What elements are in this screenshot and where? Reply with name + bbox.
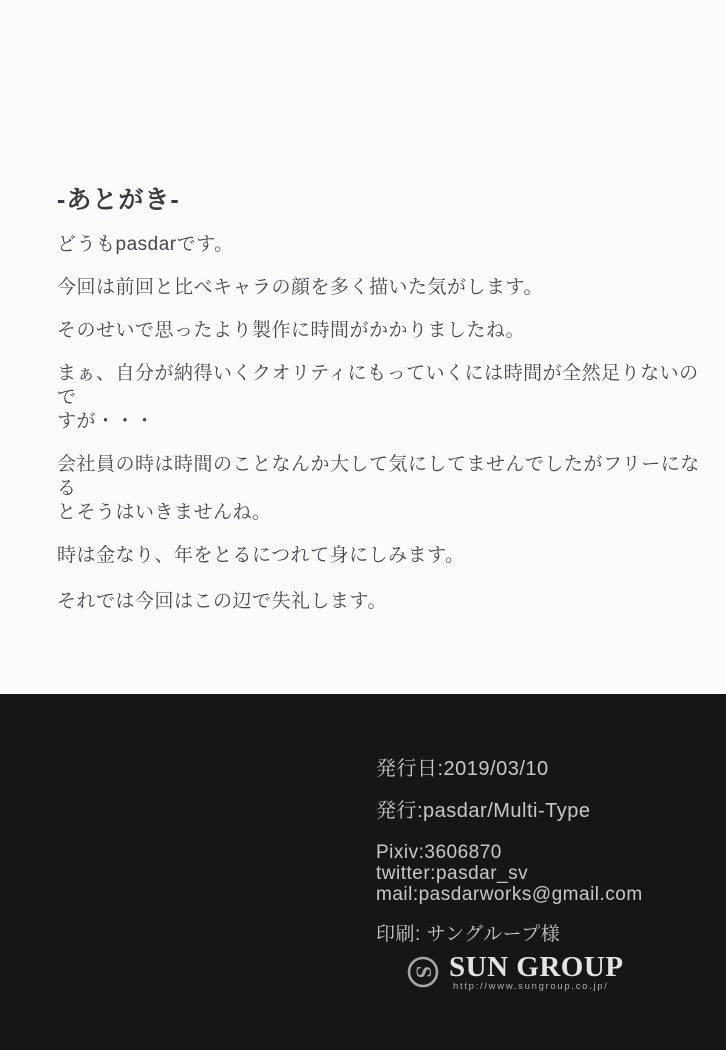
- paragraph-line: とそうはいきませんね。: [57, 502, 272, 523]
- paragraph-line: 時は金なり、年をとるにつれて身にしみます。: [57, 545, 465, 566]
- svg-text:S: S: [411, 965, 437, 979]
- paragraph-line: 今回は前回と比べキャラの顔を多く描いた気がします。: [57, 277, 543, 298]
- publisher: 発行:pasdar/Multi-Type: [376, 800, 591, 822]
- paragraph-line: どうもpasdarです。: [57, 234, 234, 255]
- afterword-paragraph-closing: [57, 590, 707, 614]
- afterword-section: [57, 185, 707, 633]
- sun-group-logo: [406, 952, 623, 992]
- sun-group-name: SUN GROUP: [449, 951, 624, 983]
- afterword-paragraph: [57, 276, 707, 300]
- paragraph-line: 会社員の時は時間のことなんか大して気にしてませんでしたがフリーになる: [57, 454, 700, 499]
- afterword-paragraph: [57, 319, 707, 343]
- mail-address: mail:pasdarworks@gmail.com: [376, 884, 643, 905]
- printer-credit: 印刷: サングループ様: [376, 924, 561, 945]
- publish-date: 発行日:2019/03/10: [376, 758, 549, 780]
- paragraph-line: まぁ、自分が納得いくクオリティにもっていくには時間が全然足りないので: [57, 363, 699, 408]
- afterword-paragraph: [57, 453, 707, 525]
- afterword-paragraph: [57, 362, 707, 434]
- pixiv-id: Pixiv:3606870: [376, 842, 502, 863]
- paragraph-line: そのせいで思ったより製作に時間がかかりましたね。: [57, 320, 526, 341]
- sun-group-url: http://www.sungroup.co.jp/: [453, 981, 609, 992]
- sun-group-mark-icon: [406, 955, 440, 989]
- afterword-paragraph: [57, 544, 707, 568]
- twitter-handle: twitter:pasdar_sv: [376, 863, 529, 884]
- paragraph-line: それでは今回はこの辺で失礼します。: [57, 591, 387, 612]
- paragraph-line: すが・・・: [57, 411, 155, 432]
- afterword-paragraph: [57, 233, 707, 257]
- sun-group-text: [449, 952, 623, 992]
- colophon-section: [0, 694, 726, 1050]
- afterword-heading: -あとがき-: [57, 186, 180, 214]
